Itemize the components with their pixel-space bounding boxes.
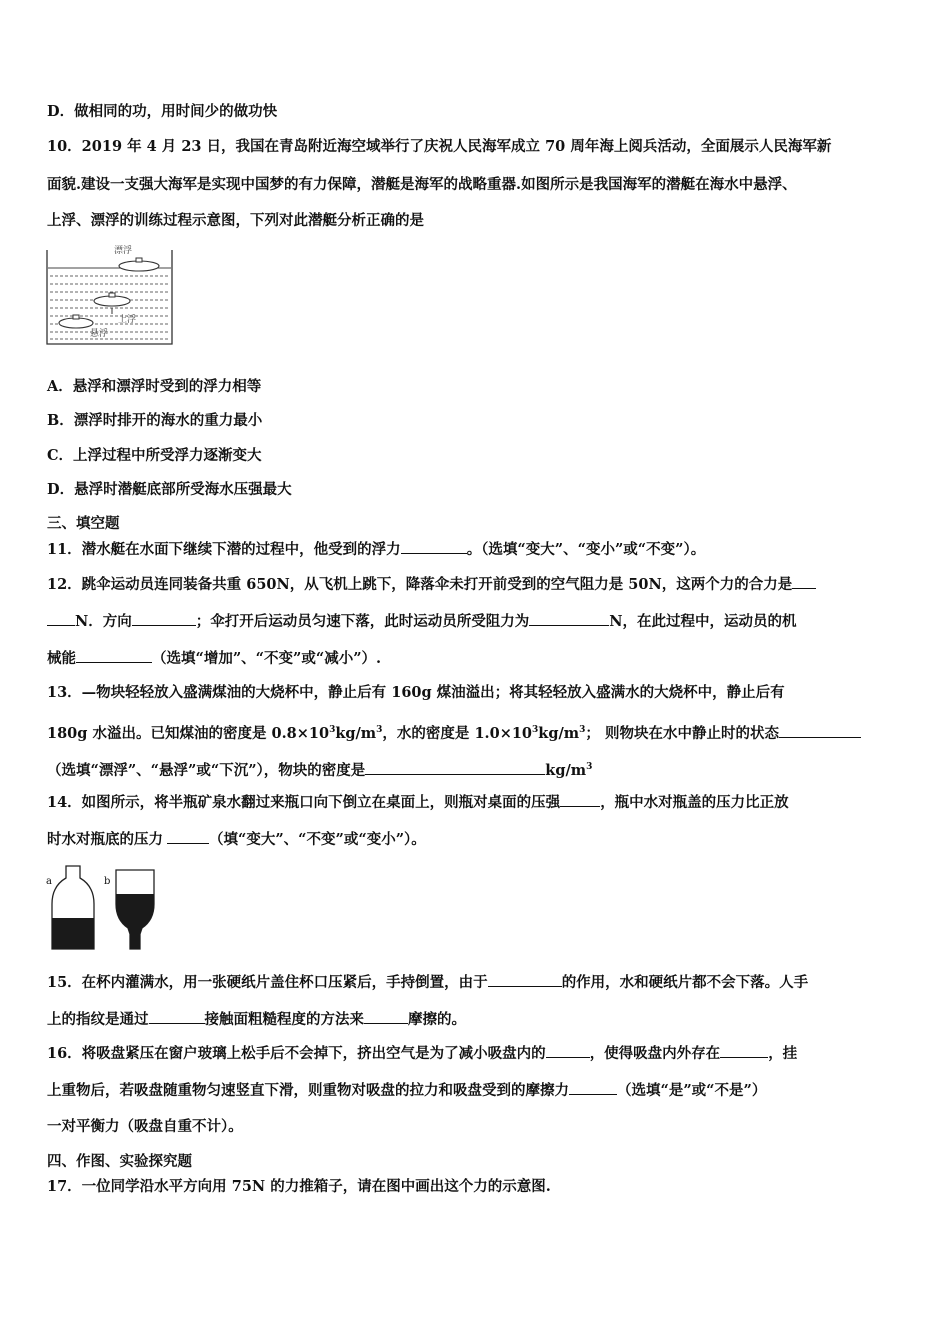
q12-blank-3[interactable] <box>529 611 609 626</box>
q11 <box>47 539 705 560</box>
q12-text-3b: （选填“增加”、“不变”或“减小”）. <box>152 650 382 667</box>
bottle-b-label: b <box>104 876 111 887</box>
q13-blank-2[interactable] <box>365 760 545 775</box>
q10-stem-line2: 面貌.建设一支强大海军是实现中国梦的有力保障，潜艇是海军的战略重器.如图所示是我国海军的潜艇在海水中悬浮、 <box>47 176 797 193</box>
rise-label: 上浮 <box>118 315 137 325</box>
q10-option-d: D．悬浮时潜艇底部所受海水压强最大 <box>47 481 292 498</box>
q17: 17．一位同学沿水平方向用 75N 的力推箱子，请在图中画出这个力的示意图. <box>47 1178 551 1195</box>
q15-blank-1[interactable] <box>488 972 562 987</box>
q15-blank-2[interactable] <box>149 1009 205 1024</box>
q10-option-a: A．悬浮和漂浮时受到的浮力相等 <box>47 378 262 395</box>
q12-text-2a: N．方向 <box>75 613 132 630</box>
q11-blank[interactable] <box>401 539 467 554</box>
q16-blank-3[interactable] <box>569 1080 617 1095</box>
q12-line3 <box>47 648 381 669</box>
float-label: 漂浮 <box>114 246 133 256</box>
section-3-title: 三、填空题 <box>47 515 120 532</box>
submarine-figure <box>44 244 176 346</box>
q12-blank-4[interactable] <box>76 648 152 663</box>
q12-blank-2[interactable] <box>132 611 196 626</box>
q11-text-b: 。（选填“变大”、“变小”或“不变”）。 <box>466 541 706 558</box>
q13-line2: 180g 水溢出。已知煤油的密度是 $0.8\times 10^3kg/m^3$，水的密度是 $1.0\times 10^3kg/m^3$； 则物块在水中静止时的状态 <box>47 720 861 744</box>
q15-line1: 15．在杯内灌满水，用一张硬纸片盖住杯口压紧后，手持倒置，由于 的作用，水和硬纸片都不会下落。人手 <box>47 974 809 991</box>
q9-option-d: D．做相同的功，用时间少的做功快 <box>47 103 278 120</box>
q10-stem-line3: 上浮、漂浮的训练过程示意图，下列对此潜艇分析正确的是 <box>47 212 424 229</box>
q12-blank-1-cont[interactable] <box>47 611 75 626</box>
q10-option-c: C．上浮过程中所受浮力逐渐变大 <box>47 447 262 464</box>
q12-line1 <box>47 574 816 595</box>
q13-line1: 13．—物块轻轻放入盛满煤油的大烧杯中，静止后有 160g 煤油溢出；将其轻轻放入盛满水的大烧杯中，静止后有 <box>47 684 785 701</box>
q14-blank-1[interactable] <box>560 792 600 807</box>
q14-line2: 时水对瓶底的压力 （填“变大”、“不变”或“变小”）。 <box>47 831 426 848</box>
q16-line2: 上重物后，若吸盘随重物匀速竖直下滑，则重物对吸盘的拉力和吸盘受到的摩擦力 （选填“是”或“不是”） <box>47 1082 767 1099</box>
section-4-title: 四、作图、实验探究题 <box>47 1153 192 1170</box>
q15-blank-3[interactable] <box>364 1009 408 1024</box>
q16-line3: 一对平衡力（吸盘自重不计）。 <box>47 1118 243 1135</box>
bottle-figure <box>46 864 166 952</box>
q13-line3: （选填“漂浮”、“悬浮”或“下沉”），物块的密度是 $kg/m^3$ <box>47 761 593 779</box>
q16-blank-2[interactable] <box>720 1043 768 1058</box>
q12-text-3a: 械能 <box>47 650 76 667</box>
q12-text-2b: ；伞打开后运动员匀速下落，此时运动员所受阻力为 <box>195 613 530 630</box>
q14-blank-2[interactable] <box>167 829 209 844</box>
q10-stem-line1: 10．2019 年 4 月 23 日，我国在青岛附近海空域举行了庆祝人民海军成立 70 周年海上阅兵活动，全面展示人民海军新 <box>47 138 832 155</box>
q12-text-1a: 12．跳伞运动员连同装备共重 650N，从飞机上跳下，降落伞未打开前受到的空气阻力是 50N，这两个力的合力是 <box>47 576 793 593</box>
q10-option-b: B．漂浮时排开的海水的重力最小 <box>47 412 263 429</box>
q11-text-a: 11．潜水艇在水面下继续下潜的过程中，他受到的浮力 <box>47 541 401 558</box>
bottle-a-label: a <box>46 876 52 887</box>
q12-line2 <box>47 611 797 632</box>
q14-line1: 14．如图所示，将半瓶矿泉水翻过来瓶口向下倒立在桌面上，则瓶对桌面的压强 ，瓶中水对瓶盖的压力比正放 <box>47 794 789 811</box>
q13-blank-1[interactable] <box>779 723 861 738</box>
suspend-label: 悬浮 <box>90 329 109 339</box>
q16-blank-1[interactable] <box>546 1043 590 1058</box>
q12-text-2c: N，在此过程中，运动员的机 <box>609 613 797 630</box>
q15-line2: 上的指纹是通过 接触面粗糙程度的方法来 摩擦的。 <box>47 1011 466 1028</box>
q16-line1: 16．将吸盘紧压在窗户玻璃上松手后不会掉下，挤出空气是为了减小吸盘内的 ，使得吸盘内外存在 ，挂 <box>47 1045 798 1062</box>
q12-blank-1[interactable] <box>792 574 816 589</box>
